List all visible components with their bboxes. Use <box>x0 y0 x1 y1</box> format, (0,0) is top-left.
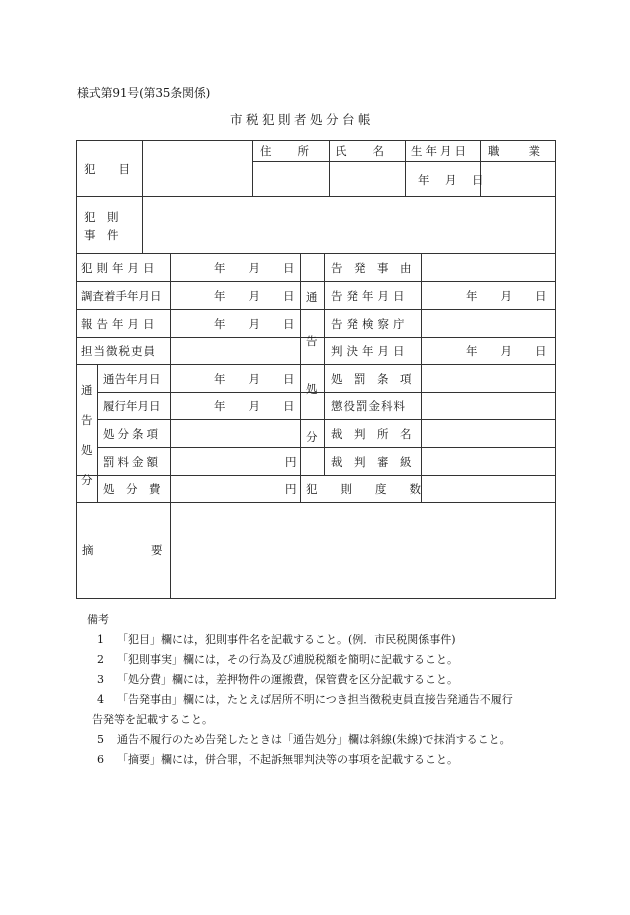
row-label-penalty-type: 懲役罰金科料 <box>331 399 406 413</box>
birthdate-ymd: 年 月 日 <box>418 173 486 187</box>
row-value-violation-date: 年 月 日 <box>214 261 295 275</box>
note-number: 4 <box>97 693 104 706</box>
right-group-char-2: 告 <box>306 334 318 348</box>
violation-count-label: 犯 則 度 数 <box>306 482 421 496</box>
row-label-disposition-cost: 処 分 費 <box>103 482 161 496</box>
right-group-char-4: 分 <box>306 430 318 444</box>
note-number: 2 <box>97 653 104 666</box>
notice-group-char-2: 告 <box>81 413 93 427</box>
row-label-complaint-reason: 告 発 事 由 <box>331 261 412 275</box>
note-item <box>82 670 513 690</box>
row-label-fine-amount: 罰料金額 <box>103 455 161 469</box>
form-number: 様式第91号(第35条関係) <box>77 86 211 100</box>
right-group-char-1: 通 <box>306 290 318 304</box>
notes-section <box>82 610 513 770</box>
address-header: 住 所 <box>260 144 310 158</box>
notes-heading: 備考 <box>87 613 109 626</box>
notice-group-char-1: 通 <box>81 383 93 397</box>
row-value-notice-date: 年 月 日 <box>214 372 295 386</box>
row-label-court-name: 裁 判 所 名 <box>331 427 412 441</box>
note-item <box>82 630 513 650</box>
right-group-char-3: 処 <box>306 382 318 396</box>
row-label-report-date: 報告年月日 <box>81 317 159 331</box>
note-text: 告発等を記載すること。 <box>92 713 213 726</box>
row-value-fine-amount: 円 <box>285 455 297 469</box>
row-label-disposition-clause: 処分条項 <box>103 427 161 441</box>
note-text: 「処分費」欄には，差押物件の運搬費，保管費を区分記載すること。 <box>117 673 458 686</box>
note-item <box>82 730 513 750</box>
row-label-notice-date: 通告年月日 <box>103 372 161 386</box>
note-item <box>82 650 513 670</box>
case-label-line2: 事 件 <box>84 228 119 242</box>
row-value-complaint-date: 年 月 日 <box>466 289 547 303</box>
note-item-continuation <box>82 710 513 730</box>
note-item <box>82 750 513 770</box>
occupation-header: 職 業 <box>488 144 542 158</box>
note-text: 「犯目」欄には，犯則事件名を記載すること。(例．市民税関係事件) <box>117 633 456 646</box>
note-number: 6 <box>97 753 104 766</box>
row-value-judgment-date: 年 月 日 <box>466 344 547 358</box>
note-text: 「犯則事実」欄には，その行為及び逋脱税額を簡明に記載すること。 <box>117 653 458 666</box>
row-value-fulfilment-date: 年 月 日 <box>214 399 295 413</box>
row-value-investigation-date: 年 月 日 <box>214 289 295 303</box>
row-value-report-date: 年 月 日 <box>214 317 295 331</box>
name-header: 氏 名 <box>335 144 385 158</box>
row-label-investigation-date: 調査着手年月日 <box>81 289 162 303</box>
note-item <box>82 690 513 710</box>
remarks-label: 摘 要 <box>82 543 163 557</box>
row-value-disposition-cost: 円 <box>285 482 297 496</box>
row-label-prosecutor-office: 告発検察庁 <box>331 317 409 331</box>
note-number: 1 <box>97 633 104 646</box>
page-title: 市税犯則者処分台帳 <box>230 112 375 127</box>
notice-group-char-3: 処 <box>81 443 93 457</box>
row-label-tax-officer: 担当徴税吏員 <box>81 344 156 358</box>
row-label-violation-date: 犯則年月日 <box>81 261 159 275</box>
notice-group-char-4: 分 <box>81 473 93 487</box>
row-label-complaint-date: 告発年月日 <box>331 289 409 303</box>
note-text: 「摘要」欄には，併合罪，不起訴無罪判決等の事項を記載すること。 <box>117 753 458 766</box>
row-label-court-level: 裁 判 審 級 <box>331 455 412 469</box>
note-number: 5 <box>97 733 104 746</box>
birthdate-header: 生年月日 <box>411 144 469 158</box>
note-number: 3 <box>97 673 104 686</box>
hanmoku-label: 犯 目 <box>84 162 130 176</box>
note-text: 通告不履行のため告発したときは「通告処分」欄は斜線(朱線)で抹消すること。 <box>117 733 511 746</box>
row-label-penalty-clause: 処 罰 条 項 <box>331 372 412 386</box>
case-label-line1: 犯 則 <box>84 210 119 224</box>
row-label-judgment-date: 判決年月日 <box>331 344 409 358</box>
note-text: 「告発事由」欄には，たとえば居所不明につき担当徴税吏員直接告発通告不履行 <box>117 693 513 706</box>
row-label-fulfilment-date: 履行年月日 <box>103 399 161 413</box>
